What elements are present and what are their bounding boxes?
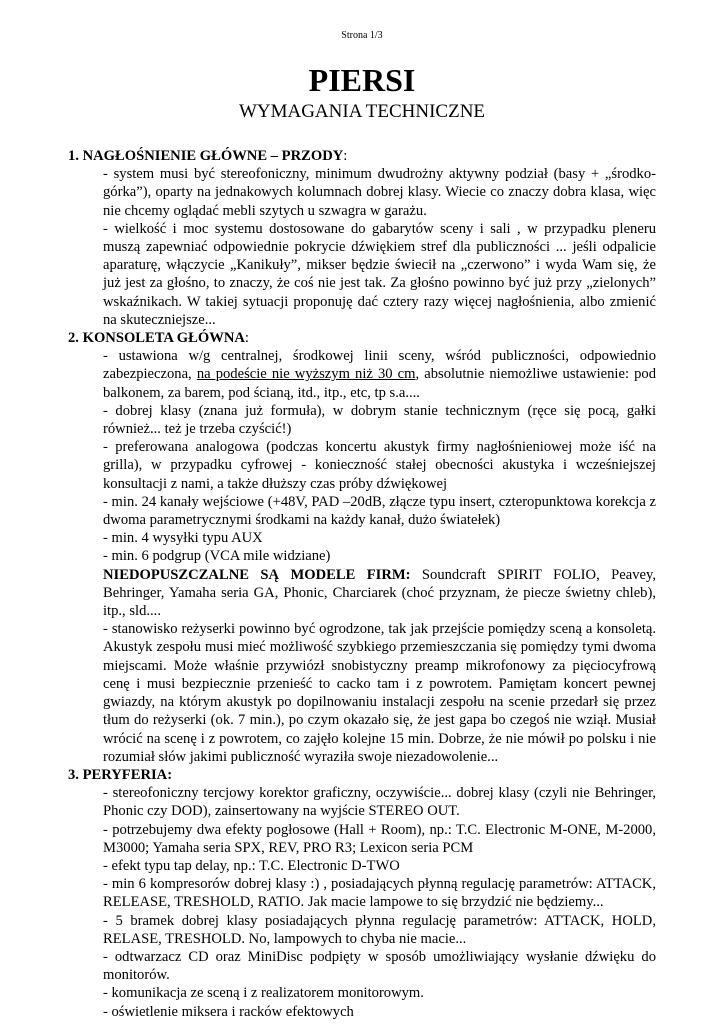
document-title: PIERSI [308, 62, 416, 98]
list-item: - min. 6 podgrup (VCA mile widziane) [103, 548, 331, 565]
list-item: - stanowisko reżyserki powinno być ogrodzone, tak jak przejście pomiędzy sceną a konsoletą. Akustyk zespołu musi mieć możliwość szybkiego przemieszczania się pomiędzy tymi dwoma miejscami. Może właśnie przywiózł snobistyczny preamp mikrofonowy za pięciocyfrową cenę i musi bezpiecznie przenieść to cacko tam i z powrotem. Pamiętam koncert pewnej gwiazdy, na którym akustyk po dopilnowaniu instalacji zespołu na scenie przedarł się przez tłum do reżyserki (ok. 7 min.), po czym okazało się, że jest gapa bo czegoś nie wziął. Musiał wrócić na scenę i z powrotem, co zajęło kolejne 15 min. Dobrze, że nie mówił po polsku i nie rozumiał słów jakimi publiczność wyraziła swoje niezadowolenie... [103, 621, 656, 765]
list-item: - preferowana analogowa (podczas koncertu akustyk firmy nagłośnieniowej może iść na grilla), w przypadku cyfrowej - konieczność stałej obecności akustyka i wcześniejszej konsultacji z nami, a także dłuższy czas próby dźwiękowej [103, 439, 656, 492]
list-item: - min 6 kompresorów dobrej klasy :) , posiadających płynną regulację parametrów: ATTACK, RELEASE, TRESHOLD, RATIO. Jak macie lampowe to się brzydzić nie będziemy... [103, 876, 656, 911]
item-text: - ustawiona w/g centralnej, środkowej linii sceny, wśród publiczności, odpowiednio zabezpieczona, [103, 348, 656, 383]
section-peripherals [68, 766, 656, 1021]
underlined-requirement: na podeście nie wyższym niż 30 cm [196, 366, 416, 383]
section-heading: 2. KONSOLETA GŁÓWNA [68, 330, 245, 347]
forbidden-label: NIEDOPUSZCZALNE SĄ MODELE FIRM: [103, 566, 411, 583]
page-number: Strona 1/3 [341, 30, 383, 41]
list-item: - 5 bramek dobrej klasy posiadających płynna regulację parametrów: ATTACK, HOLD, RELASE, TRESHOLD. No, lampowych to chyba nie macie... [103, 912, 656, 947]
section-heading-line [68, 147, 656, 165]
list-item: - stereofoniczny tercjowy korektor graficzny, oczywiście... dobrej klasy (czyli nie Behringer, Phonic czy DOD), zainsertowany na wyjście STEREO OUT. [103, 785, 656, 820]
list-item: - min. 4 wysyłki typu AUX [103, 530, 263, 547]
section-heading-line [68, 329, 656, 347]
heading-suffix: : [244, 330, 249, 347]
list-item: - potrzebujemy dwa efekty pogłosowe (Hall + Room), np.: T.C. Electronic M-ONE, M-2000, M3000; Yamaha seria SPX, REV, PRO R3; Lexicon seria PCM [103, 821, 656, 856]
forbidden-models [103, 566, 656, 621]
section-main-console [68, 329, 656, 766]
forbidden-list: Soundcraft SPIRIT FOLIO, Peavey, Behringer, Yamaha seria GA, Phonic, Charciarek (choć przyznam, że piecze świetny chleb), itp., sld.... [103, 566, 656, 620]
section-heading: 3. PERYFERIA: [68, 766, 173, 783]
list-item: - komunikacja ze sceną i z realizatorem monitorowym. [103, 985, 424, 1002]
item-text: , absolutnie niemożliwe ustawienie: pod balkonem, za barem, pod ścianą, itd., itp., etc, tp s.a.... [103, 366, 657, 401]
list-item: - min. 24 kanały wejściowe (+48V, PAD –20dB, złącze typu insert, czteropunktowa korekcja z dwoma parametrycznymi środkami na każdy kanał, dużo światełek) [103, 493, 656, 529]
document-body [68, 147, 656, 1021]
list-item: - odtwarzacz CD oraz MiniDisc podpięty w sposób umożliwiający wysłanie dźwięku do monitorów. [103, 948, 656, 984]
section-main-pa [68, 147, 656, 329]
list-item: - wielkość i moc systemu dostosowane do gabarytów sceny i sali , w przypadku pleneru muszą zapewniać odpowiednie pokrycie dźwiękiem stref dla publiczności ... jeśli odpalicie aparaturę, włączycie „Kanikuły”, mikser będzie świecił na „czerwono” i wyda Wam się, że już jest za głośno, to znaczy, że coś nie jest tak. Za głośno powinno być już przy „zielonych” wskaźnikach. W takiej sytuacji proponuję dać cztery razy więcej nagłośnienia, albo zmienić na skuteczniejsze... [103, 220, 656, 328]
section-heading: 1. NAGŁOŚNIENIE GŁÓWNE – PRZODY [68, 148, 344, 164]
list-item [103, 347, 656, 402]
document-subtitle: WYMAGANIA TECHNICZNE [238, 101, 486, 122]
list-item: - dobrej klasy (znana już formuła), w dobrym stanie technicznym (ręce się pocą, gałki również... też je trzeba czyścić!) [103, 402, 656, 438]
list-item: - system musi być stereofoniczny, minimum dwudrożny aktywny podział (basy + „środko-górka”), oparty na jednakowych kolumnach dobrej klasy. Wiecie co znaczy dobra klasa, więc nie chcemy oglądać mebli szytych u szwagra w garażu. [103, 166, 656, 219]
list-item: - oświetlenie miksera i racków efektowych [103, 1003, 354, 1020]
heading-suffix: : [343, 148, 348, 164]
list-item: - efekt typu tap delay, np.: T.C. Electronic D-TWO [103, 857, 400, 874]
